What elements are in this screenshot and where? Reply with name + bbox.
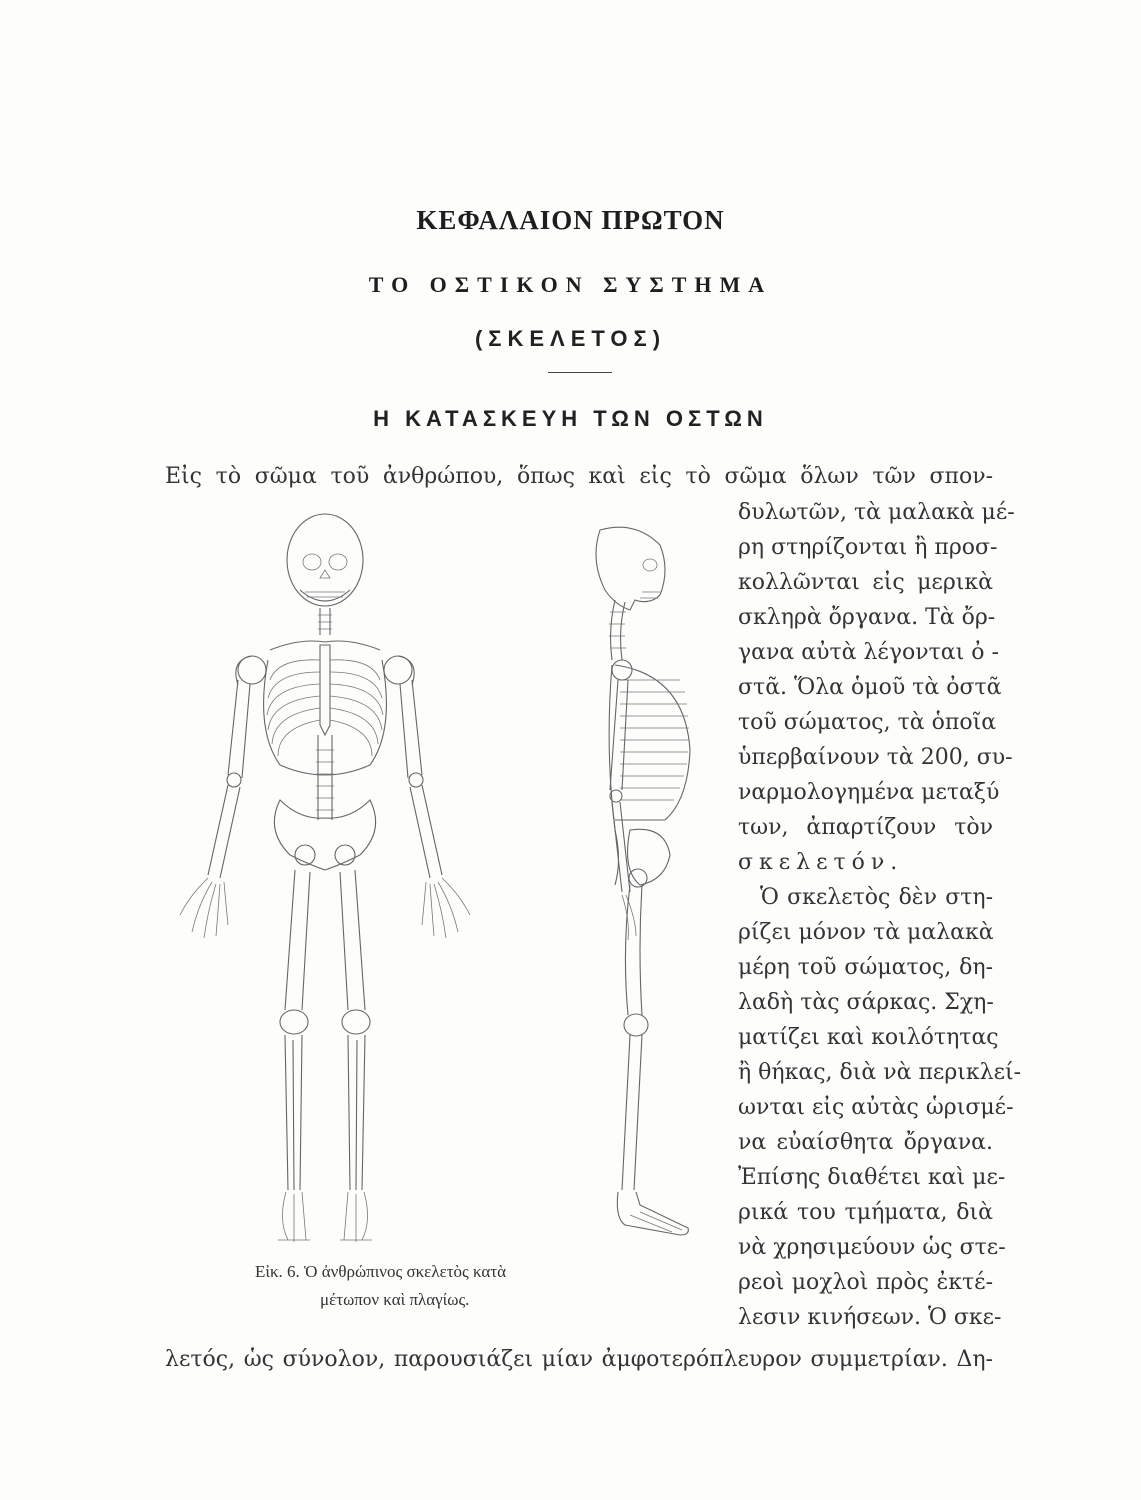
column-line: μέρη τοῦ σώματος, δη- <box>738 955 993 980</box>
column-line: σκληρὰ ὄργανα. Τὰ ὄρ- <box>738 605 996 630</box>
column-line: Ὁ σκελετὸς δὲν στη- <box>760 885 993 910</box>
skeleton-side-view <box>596 527 690 1235</box>
figure-caption-line2: μέτωπον καὶ πλαγίως. <box>320 1290 470 1309</box>
skeleton-illustration <box>160 500 700 1250</box>
column-line: ρεοὶ μοχλοὶ πρὸς ἐκτέ- <box>738 1270 993 1295</box>
column-line: γανα αὐτὰ λέγονται ὀ - <box>738 640 999 665</box>
column-line: ρικά του τμήματα, διὰ <box>738 1200 993 1225</box>
figure-caption-line1: Εἰκ. 6. Ὁ ἀνθρώπινος σκελετὸς κατὰ <box>255 1262 507 1281</box>
column-line: ματίζει καὶ κοιλότητας <box>738 1025 999 1050</box>
body-last-line: λετός, ὡς σύνολον, παρουσιάζει μίαν ἀμφοτερόπλευρον συμμετρίαν. Δη- <box>165 1347 993 1372</box>
column-line: στᾶ. Ὅλα ὁμοῦ τὰ ὀστᾶ <box>738 675 1002 700</box>
column-line: λεσιν κινήσεων. Ὁ σκε- <box>738 1305 1002 1330</box>
column-line: νὰ χρησιμεύουν ὡς στε- <box>738 1235 1006 1260</box>
divider <box>548 372 612 373</box>
column-line: κολλῶνται εἰς μερικὰ <box>738 570 993 595</box>
column-line: Ἐπίσης διαθέτει καὶ με- <box>738 1165 1006 1190</box>
subsection-title: Η ΚΑΤΑΣΚΕΥΗ ΤΩΝ ΟΣΤΩΝ <box>373 406 768 431</box>
column-line: λαδὴ τὰς σάρκας. Σχη- <box>738 990 994 1015</box>
column-line: ρη στηρίζονται ἢ προσ- <box>738 535 998 560</box>
skeleton-front-view <box>180 514 470 1242</box>
column-line: ωνται εἰς αὐτὰς ὡρισμέ- <box>738 1095 1014 1120</box>
section-title: ΤΟ ΟΣΤΙΚΟΝ ΣΥΣΤΗΜΑ <box>368 272 773 297</box>
column-line: ὑπερβαίνουν τὰ 200, συ- <box>738 745 1013 770</box>
column-line: δυλωτῶν, τὰ μαλακὰ μέ- <box>738 500 1015 525</box>
column-line: ἢ θήκας, διὰ νὰ περικλεί- <box>738 1060 1022 1085</box>
column-line: των, ἀπαρτίζουν τὸν <box>738 815 993 840</box>
column-line: τοῦ σώματος, τὰ ὁποῖα <box>738 710 997 735</box>
column-line: ρίζει μόνον τὰ μαλακὰ <box>738 920 994 945</box>
body-first-line: Εἰς τὸ σῶμα τοῦ ἀνθρώπου, ὅπως καὶ εἰς τὸ σῶμα ὅλων τῶν σπον- <box>165 464 993 489</box>
section-subtitle: (ΣΚΕΛΕΤΟΣ) <box>474 326 667 351</box>
column-line: ναρμολογημένα μεταξύ <box>738 780 1000 805</box>
column-line: να εὐαίσθητα ὄργανα. <box>738 1130 993 1155</box>
chapter-title: ΚΕΦΑΛΑΙΟΝ ΠΡΩΤΟΝ <box>416 205 725 235</box>
column-line: σκελετόν. <box>738 850 904 875</box>
skeleton-figure <box>160 500 700 1250</box>
